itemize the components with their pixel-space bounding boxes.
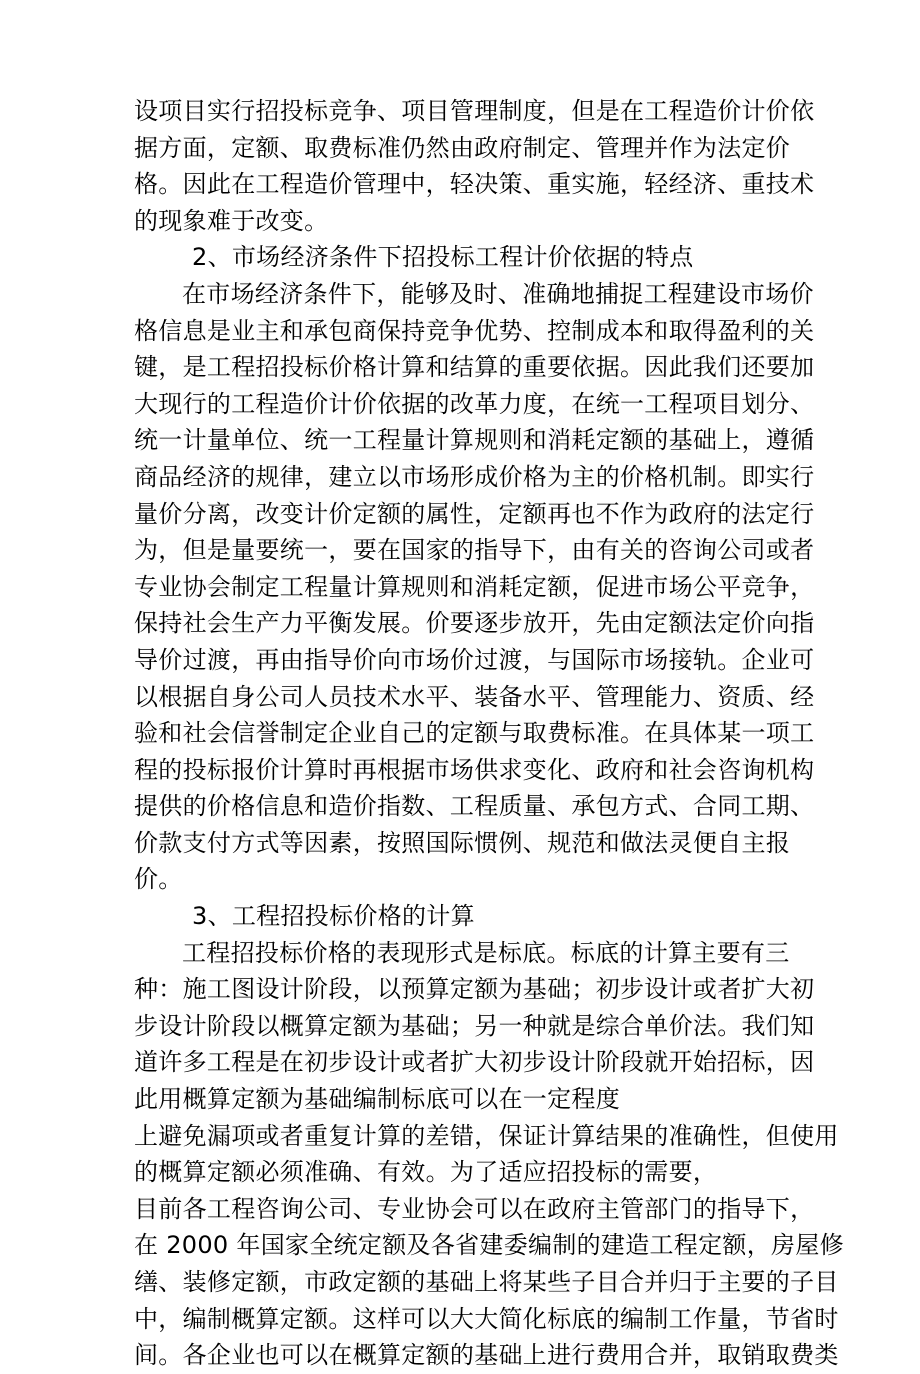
text-line: 键，是工程招投标价格计算和结算的重要依据。因此我们还要加 [134, 353, 815, 382]
text-line: 以根据自身公司人员技术水平、装备水平、管理能力、资质、经 [134, 682, 815, 711]
text-line: 价。 [134, 865, 183, 894]
text-line: 价款支付方式等因素，按照国际惯例、规范和做法灵便自主报 [134, 828, 791, 857]
text-line: 缮、装修定额，市政定额的基础上将某些子目合并归于主要的子目 [134, 1268, 839, 1296]
text-line: 间。各企业也可以在概算定额的基础上进行费用合并，取销取费类 [134, 1341, 839, 1370]
text-line: 的现象难于改变。 [134, 206, 329, 235]
section-heading: 3、工程招投标价格的计算 [192, 902, 475, 931]
text-line: 保持社会生产力平衡发展。价要逐步放开，先由定额法定价向指 [134, 609, 815, 638]
text-line: 上避免漏项或者重复计算的差错，保证计算结果的准确性，但使用 [134, 1121, 839, 1150]
paragraph-first-line: 工程招投标价格的表现形式是标底。标底的计算主要有三 [182, 938, 790, 967]
section-heading: 2、市场经济条件下招投标工程计价依据的特点 [192, 243, 694, 272]
text-line: 在 2000 年国家全统定额及各省建委编制的建造工程定额，房屋修 [134, 1231, 844, 1260]
text-line: 统一计量单位、统一工程量计算规则和消耗定额的基础上，遵循 [134, 426, 815, 455]
text-line: 大现行的工程造价计价依据的改革力度，在统一工程项目划分、 [134, 389, 815, 418]
text-line: 道许多工程是在初步设计或者扩大初步设计阶段就开始招标，因 [134, 1048, 815, 1077]
text-line: 格。因此在工程造价管理中，轻决策、重实施，轻经济、重技术 [134, 170, 815, 199]
text-line: 程的投标报价计算时再根据市场供求变化、政府和社会咨询机构 [134, 755, 815, 784]
text-line: 种：施工图设计阶段，以预算定额为基础；初步设计或者扩大初 [134, 975, 815, 1004]
text-line: 据方面，定额、取费标准仍然由政府制定、管理并作为法定价 [134, 133, 791, 162]
text-line: 中，编制概算定额。这样可以大大简化标底的编制工作量，节省时 [134, 1304, 839, 1333]
text-line: 量价分离，改变计价定额的属性，定额再也不作为政府的法定行 [134, 499, 815, 528]
text-line: 验和社会信誉制定企业自己的定额与取费标准。在具体某一项工 [134, 719, 815, 748]
text-line: 提供的价格信息和造价指数、工程质量、承包方式、合同工期、 [134, 792, 815, 821]
text-line: 目前各工程咨询公司、专业协会可以在政府主管部门的指导下， [134, 1194, 815, 1223]
text-line: 步设计阶段以概算定额为基础；另一种就是综合单价法。我们知 [134, 1011, 815, 1040]
document-body [134, 93, 844, 1374]
text-line: 导价过渡，再由指导价向市场价过渡，与国际市场接轨。企业可 [134, 645, 815, 674]
text-line: 专业协会制定工程量计算规则和消耗定额，促进市场公平竞争， [134, 572, 815, 601]
text-line: 的概算定额必须准确、有效。为了适应招投标的需要， [134, 1158, 718, 1187]
text-line: 设项目实行招投标竞争、项目管理制度，但是在工程造价计价依 [134, 97, 815, 125]
text-line: 商品经济的规律，建立以市场形成价格为主的价格机制。即实行 [134, 462, 815, 491]
paragraph-first-line: 在市场经济条件下，能够及时、准确地捕捉工程建设市场价 [182, 279, 814, 308]
text-line: 格信息是业主和承包商保持竞争优势、控制成本和取得盈利的关 [134, 316, 815, 345]
text-line: 此用概算定额为基础编制标底可以在一定程度 [134, 1085, 620, 1114]
text-line: 为，但是量要统一，要在国家的指导下，由有关的咨询公司或者 [134, 536, 815, 565]
